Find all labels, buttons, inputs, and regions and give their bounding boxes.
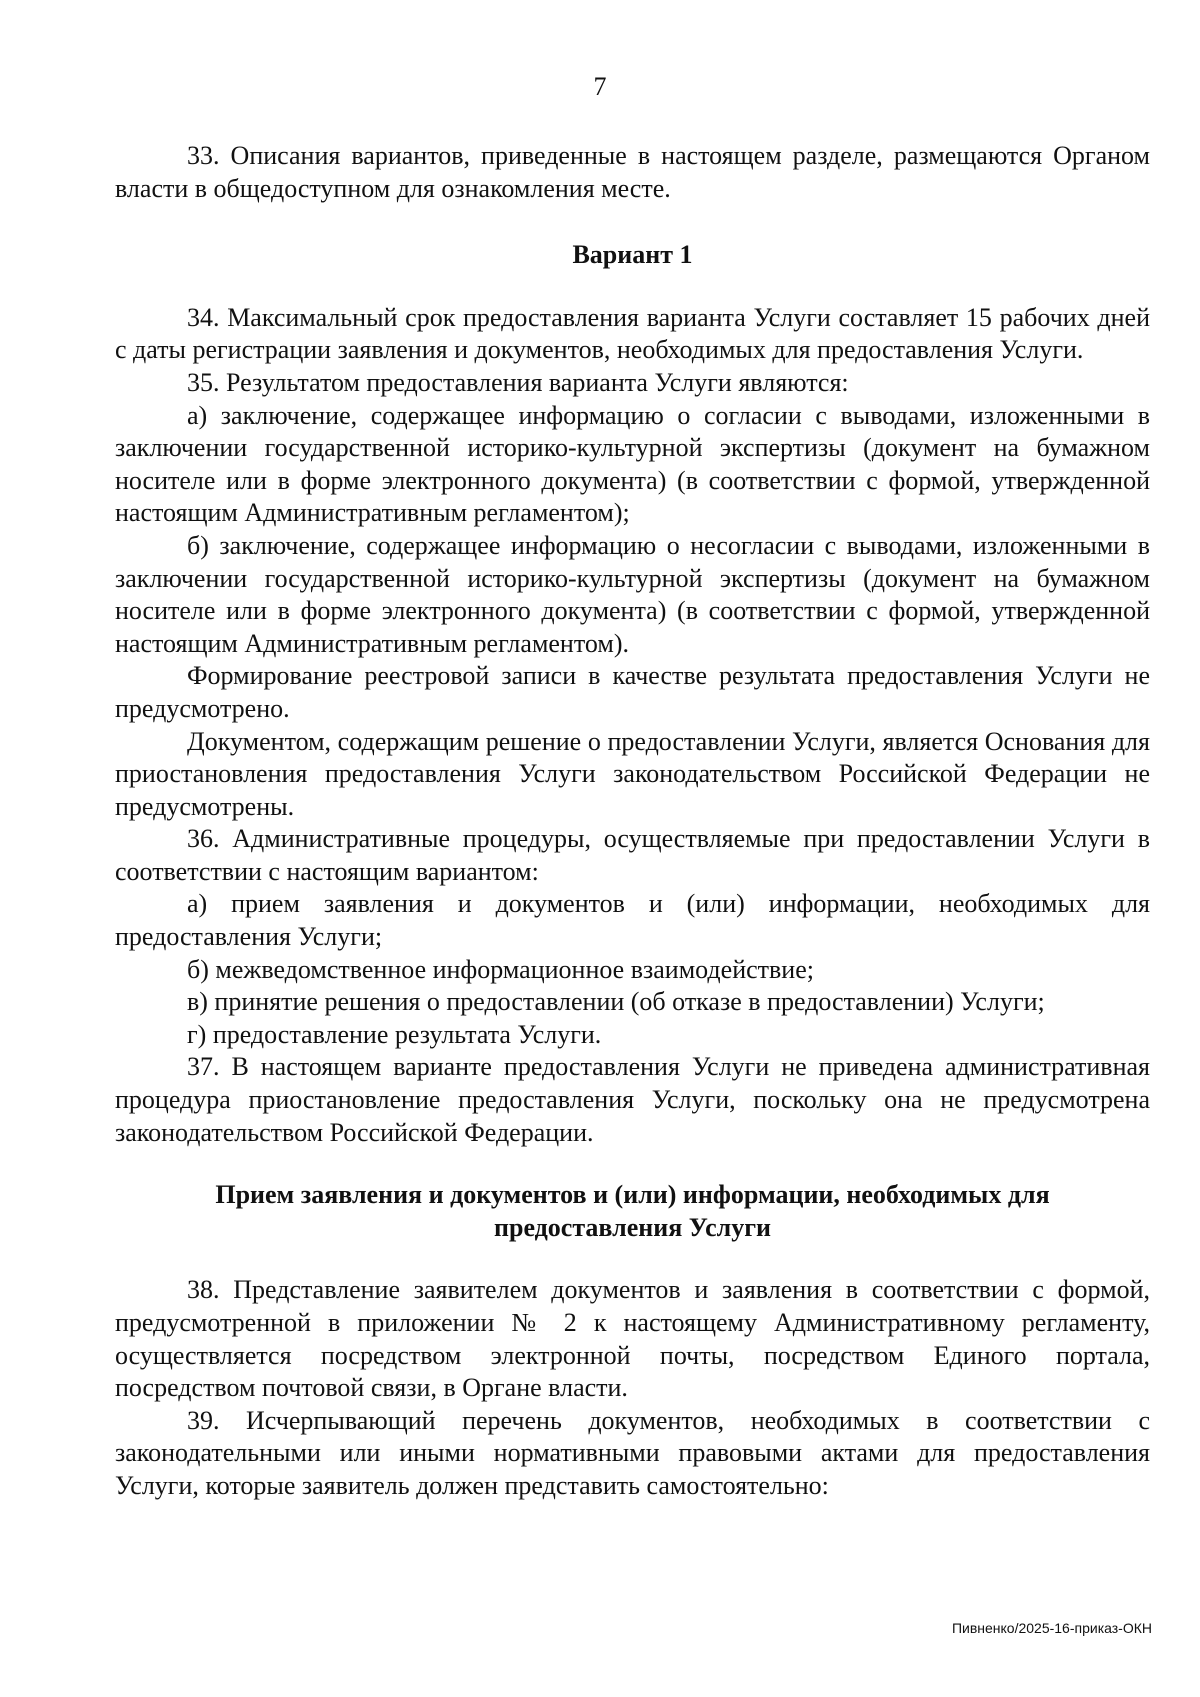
- paragraph-36-a: а) прием заявления и документов и (или) информации, необходимых для предоставления Услуги;: [115, 889, 1150, 952]
- paragraph-35-a: а) заключение, содержащее информацию о согласии с выводами, изложенными в заключении государственной историко-культурной экспертизы (документ на бумажном носителе или в форме электронного документа) (в соответствии с формой, утвержденной настоящим Административным регламентом);: [115, 400, 1150, 528]
- section-heading-variant-1: Вариант 1: [572, 240, 693, 270]
- section-heading-application-line2: предоставления Услуги: [494, 1212, 771, 1242]
- paragraph-39: 39. Исчерпывающий перечень документов, необходимых в соответствии с законодательными или иными нормативными правовыми актами для предоставления Услуги, которые заявитель должен представить самостоятельно:: [115, 1405, 1150, 1500]
- spacer: [115, 205, 1150, 239]
- paragraph-decision-document: Документом, содержащим решение о предоставлении Услуги, является Основания для приостановления предоставления Услуги законодательством Российской Федерации не предусмотрены.: [115, 726, 1150, 821]
- paragraph-35: 35. Результатом предоставления варианта Услуги являются:: [187, 367, 849, 397]
- paragraph-registry-record: Формирование реестровой записи в качестве результата предоставления Услуги не предусмотрено.: [115, 661, 1150, 723]
- paragraph-38: 38. Представление заявителем документов и заявления в соответствии с формой, предусмотренной в приложении № 2 к настоящему Административному регламенту, осуществляется посредством электронной почты, посредством Единого портала, посредством почтовой связи, в Органе власти.: [115, 1275, 1150, 1403]
- paragraph-36-c: в) принятие решения о предоставлении (об отказе в предоставлении) Услуги;: [187, 987, 1045, 1017]
- document-body: [115, 140, 1150, 1503]
- page-number: 7: [593, 72, 607, 101]
- paragraph-36-d: г) предоставление результата Услуги.: [187, 1019, 602, 1049]
- paragraph-33: 33. Описания вариантов, приведенные в настоящем разделе, размещаются Органом власти в общедоступном для ознакомления месте.: [115, 141, 1150, 203]
- spacer: [115, 1149, 1150, 1179]
- section-heading-application-line1: Прием заявления и документов и (или) информации, необходимых для: [215, 1180, 1050, 1210]
- paragraph-36: 36. Административные процедуры, осуществляемые при предоставлении Услуги в соответствии с настоящим вариантом:: [115, 824, 1150, 886]
- spacer: [115, 1244, 1150, 1274]
- paragraph-36-b: б) межведомственное информационное взаимодействие;: [187, 954, 814, 984]
- spacer: [115, 272, 1150, 302]
- paragraph-35-b: б) заключение, содержащее информацию о несогласии с выводами, изложенными в заключении государственной историко-культурной экспертизы (документ на бумажном носителе или в форме электронного документа) (в соответствии с формой, утвержденной настоящим Административным регламентом).: [115, 530, 1150, 658]
- footer-document-code: Пивненко/2025-16-приказ-ОКН: [951, 1620, 1152, 1636]
- paragraph-34: 34. Максимальный срок предоставления варианта Услуги составляет 15 рабочих дней с даты регистрации заявления и документов, необходимых для предоставления Услуги.: [115, 302, 1150, 365]
- paragraph-37: 37. В настоящем варианте предоставления Услуги не приведена административная процедура приостановление предоставления Услуги, поскольку она не предусмотрена законодательством Российской Федерации.: [115, 1052, 1150, 1147]
